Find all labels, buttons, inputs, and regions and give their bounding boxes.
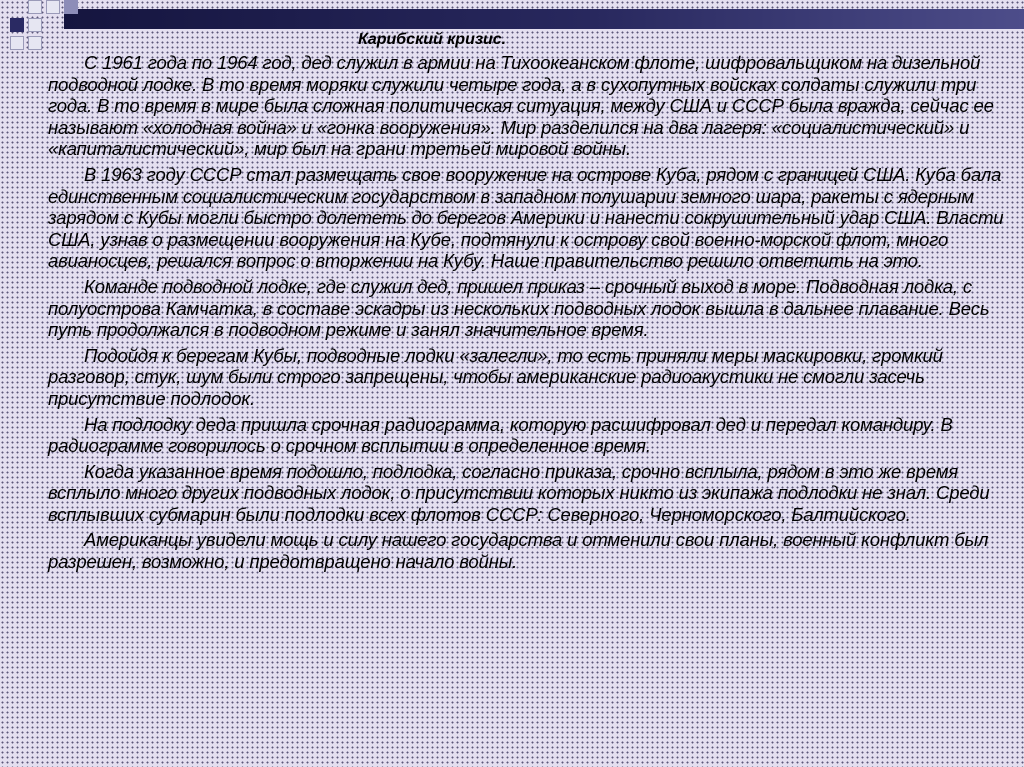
title-bar-decoration — [64, 9, 1024, 29]
slide-body — [48, 52, 1004, 577]
decor-square — [28, 0, 42, 14]
decor-square — [28, 36, 42, 50]
decor-square — [10, 36, 24, 50]
paragraph: Когда указанное время подошло, подлодка, согласно приказа, срочно всплыла, рядом в это же время всплыло много других подводных лодок, о присутствии которых никто из экипажа подлодки не знал. Среди всплывших субмарин были подлодки всех флотов СССР: Северного, Черноморского, Балтийского. — [48, 460, 990, 525]
paragraph: Подойдя к берегам Кубы, подводные лодки «залегли», то есть приняли меры маскировки, громкий разговор, стук, шум были строго запрещены, чтобы американские радиоакустики не смогли засечь присутствие подлодок. — [48, 344, 943, 409]
paragraph: Команде подводной лодке, где служил дед, пришел приказ – срочный выход в море. Подводная лодка, с полуострова Камчатка, в составе эскадры из нескольких подводных лодок вышла в дальнее плавание. Весь путь продолжался в подводном режиме и занял значительное время. — [48, 275, 990, 341]
paragraph: С 1961 года по 1964 год, дед служил в армии на Тихоокеанском флоте, шифровальщиком на дизельной подводной лодке. В то время моряки служили четыре года, а в сухопутных войсках солдаты служили три года. В то время в мире была сложная политическая ситуация, между США и СССР была вражда, сейчас ее называют «холодная война» и «гонка вооружения». Мир разделился на два лагеря: «социалистический» и «капиталистический», мир был на грани третьей мировой войны. — [48, 52, 994, 160]
decor-square — [46, 0, 60, 14]
decor-square — [64, 0, 78, 14]
slide-title: Карибский кризис. — [358, 31, 507, 48]
paragraph: На подлодку деда пришла срочная радиограмма, которую расшифровал дед и передал командиру. В радиограмме говорилось о срочном всплытии в определенное время. — [48, 413, 953, 457]
paragraph: В 1963 году СССР стал размещать свое вооружение на острове Куба, рядом с границей США. Куба бала единственным социалистическим государством в западном полушарии земного шара, ракеты с ядерным зарядом с Кубы могли быстро долететь до берегов Америки и нанести сокрушительный удар США. Власти США, узнав о размещении вооружения на Кубе, подтянули к острову свой военно-морской флот, много авианосцев, решался вопрос о вторжении на Кубу. Наше правительство решило ответить на это. — [48, 163, 1004, 272]
decor-square — [28, 18, 42, 32]
paragraph: Американцы увидели мощь и силу нашего государства и отменили свои планы, военный конфликт был разрешен, возможно, и предотвращено начало войны. — [48, 529, 989, 573]
decor-square — [10, 18, 24, 32]
